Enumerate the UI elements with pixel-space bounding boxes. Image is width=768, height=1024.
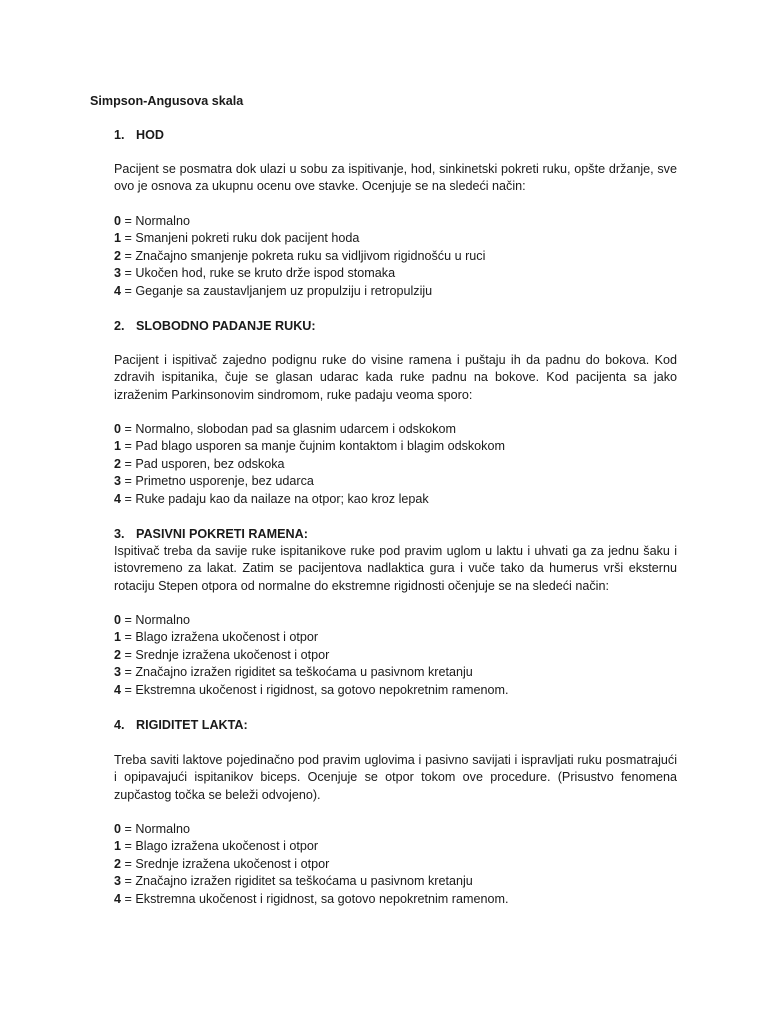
section-paragraph-hod: Pacijent se posmatra dok ulazi u sobu za ispitivanje, hod, sinkinetski pokreti ruku, opšte držanje, sve ovo je osnova za ukupnu ocenu ove stavke. Ocenjuje se na sledeći način: <box>114 162 677 194</box>
section-heading-slobodno-padanje <box>114 318 316 335</box>
rating-score: 3 <box>114 665 122 680</box>
rating-text: = Blago izražena ukočenost i otpor <box>121 630 319 645</box>
rating-score: 2 <box>114 856 122 871</box>
section-heading-label: RIGIDITET LAKTA: <box>136 718 248 732</box>
section-heading-hod <box>114 127 164 144</box>
rating-score: 4 <box>114 283 122 298</box>
rating-score: 4 <box>114 891 122 906</box>
document-title: Simpson-Angusova skala <box>90 94 244 108</box>
section-number: 4. <box>114 718 125 732</box>
rating-text: = Normalno <box>121 613 190 627</box>
rating-score: 1 <box>114 630 122 645</box>
rating-item <box>114 230 677 247</box>
rating-item <box>114 891 677 908</box>
rating-text: = Pad usporen, bez odskoka <box>121 456 285 471</box>
rating-score: 2 <box>114 248 122 263</box>
rating-score: 0 <box>114 214 122 228</box>
rating-text: = Smanjeni pokreti ruku dok pacijent hoda <box>121 231 360 246</box>
rating-score: 4 <box>114 682 122 697</box>
rating-text: = Srednje izražena ukočenost i otpor <box>121 856 330 871</box>
rating-text: = Značajno izražen rigiditet sa teškoćama u pasivnom kretanju <box>121 874 473 889</box>
rating-text: = Ukočen hod, ruke se kruto drže ispod stomaka <box>121 266 396 281</box>
rating-text: = Značajno smanjenje pokreta ruku sa vidljivom rigidnošću u ruci <box>121 248 486 263</box>
rating-score: 1 <box>114 439 122 454</box>
rating-item <box>114 213 677 230</box>
rating-text: = Značajno izražen rigiditet sa teškoćama u pasivnom kretanju <box>121 665 473 680</box>
section-paragraph-pasivni-pokreti: Ispitivač treba da savije ruke ispitanikove ruke pod pravim uglom u laktu i uhvati ga za jednu šaku i istovremeno za lakat. Zatim se pacijentova nadlaktica gura i vuče tako da humerus vrši eksternu rotaciju Stepen otpora od normalne do ekstremne rigidnosti očenjuje se na sledeći način: <box>114 544 677 593</box>
rating-score: 1 <box>114 839 122 854</box>
rating-item <box>114 856 677 873</box>
rating-item <box>114 682 677 699</box>
rating-text: = Ekstremna ukočenost i rigidnost, sa gotovo nepokretnim ramenom. <box>121 891 509 906</box>
rating-item <box>114 248 677 265</box>
rating-score: 2 <box>114 456 122 471</box>
section-heading-label: HOD <box>136 128 164 142</box>
rating-score: 0 <box>114 422 122 436</box>
section-number: 2. <box>114 319 125 333</box>
rating-score: 0 <box>114 613 122 627</box>
rating-score: 3 <box>114 874 122 889</box>
rating-text: = Blago izražena ukočenost i otpor <box>121 839 319 854</box>
rating-text: = Srednje izražena ukočenost i otpor <box>121 647 330 662</box>
rating-text: = Primetno usporenje, bez udarca <box>121 474 314 489</box>
rating-scale-slobodno-padanje <box>114 421 677 508</box>
rating-score: 0 <box>114 822 122 836</box>
section-heading-label: PASIVNI POKRETI RAMENA: <box>136 527 308 541</box>
rating-item <box>114 265 677 282</box>
rating-score: 2 <box>114 647 122 662</box>
section-number: 1. <box>114 128 125 142</box>
rating-scale-hod <box>114 213 677 300</box>
section-paragraph-rigiditet-lakta: Treba saviti laktove pojedinačno pod pravim uglovima i pasivno savijati i ispravljati ruku posmatrajući i opipavajući ispitanikov biceps. Ocenjuje se otpor tokom ove procedure. (Prisustvo fenomena zupčastog točka se beleži odvojeno). <box>114 753 677 802</box>
rating-item <box>114 612 677 629</box>
rating-item <box>114 629 677 646</box>
section-paragraph-slobodno-padanje: Pacijent i ispitivač zajedno podignu ruke do visine ramena i puštaju ih da padnu do bokova. Kod zdravih ispitanika, čuje se glasan udarac kada ruke padnu na bokove. Kod pacijenta sa jako izraženim Parkinsonovim sindromom, ruke padaju veoma sporo: <box>114 353 677 402</box>
section-heading-rigiditet-lakta <box>114 717 248 734</box>
rating-text: = Ruke padaju kao da nailaze na otpor; kao kroz lepak <box>121 491 429 506</box>
rating-scale-pasivni-pokreti <box>114 612 677 699</box>
rating-text: = Normalno <box>121 822 190 836</box>
section-heading-label: SLOBODNO PADANJE RUKU: <box>136 319 316 333</box>
rating-score: 4 <box>114 491 122 506</box>
rating-item <box>114 491 677 508</box>
rating-item <box>114 647 677 664</box>
rating-score: 1 <box>114 231 122 246</box>
rating-item <box>114 821 677 838</box>
rating-text: = Geganje sa zaustavljanjem uz propulziju i retropulziju <box>121 283 433 298</box>
rating-text: = Normalno <box>121 214 190 228</box>
rating-item <box>114 283 677 300</box>
rating-score: 3 <box>114 474 122 489</box>
rating-text: = Normalno, slobodan pad sa glasnim udarcem i odskokom <box>121 422 456 436</box>
rating-item <box>114 873 677 890</box>
rating-text: = Ekstremna ukočenost i rigidnost, sa gotovo nepokretnim ramenom. <box>121 682 509 697</box>
rating-item <box>114 438 677 455</box>
rating-score: 3 <box>114 266 122 281</box>
rating-item <box>114 456 677 473</box>
rating-scale-rigiditet-lakta <box>114 821 677 908</box>
rating-item <box>114 838 677 855</box>
section-heading-pasivni-pokreti <box>114 526 308 543</box>
section-number: 3. <box>114 527 125 541</box>
rating-item <box>114 664 677 681</box>
rating-item <box>114 421 677 438</box>
rating-item <box>114 473 677 490</box>
rating-text: = Pad blago usporen sa manje čujnim kontaktom i blagim odskokom <box>121 439 505 454</box>
